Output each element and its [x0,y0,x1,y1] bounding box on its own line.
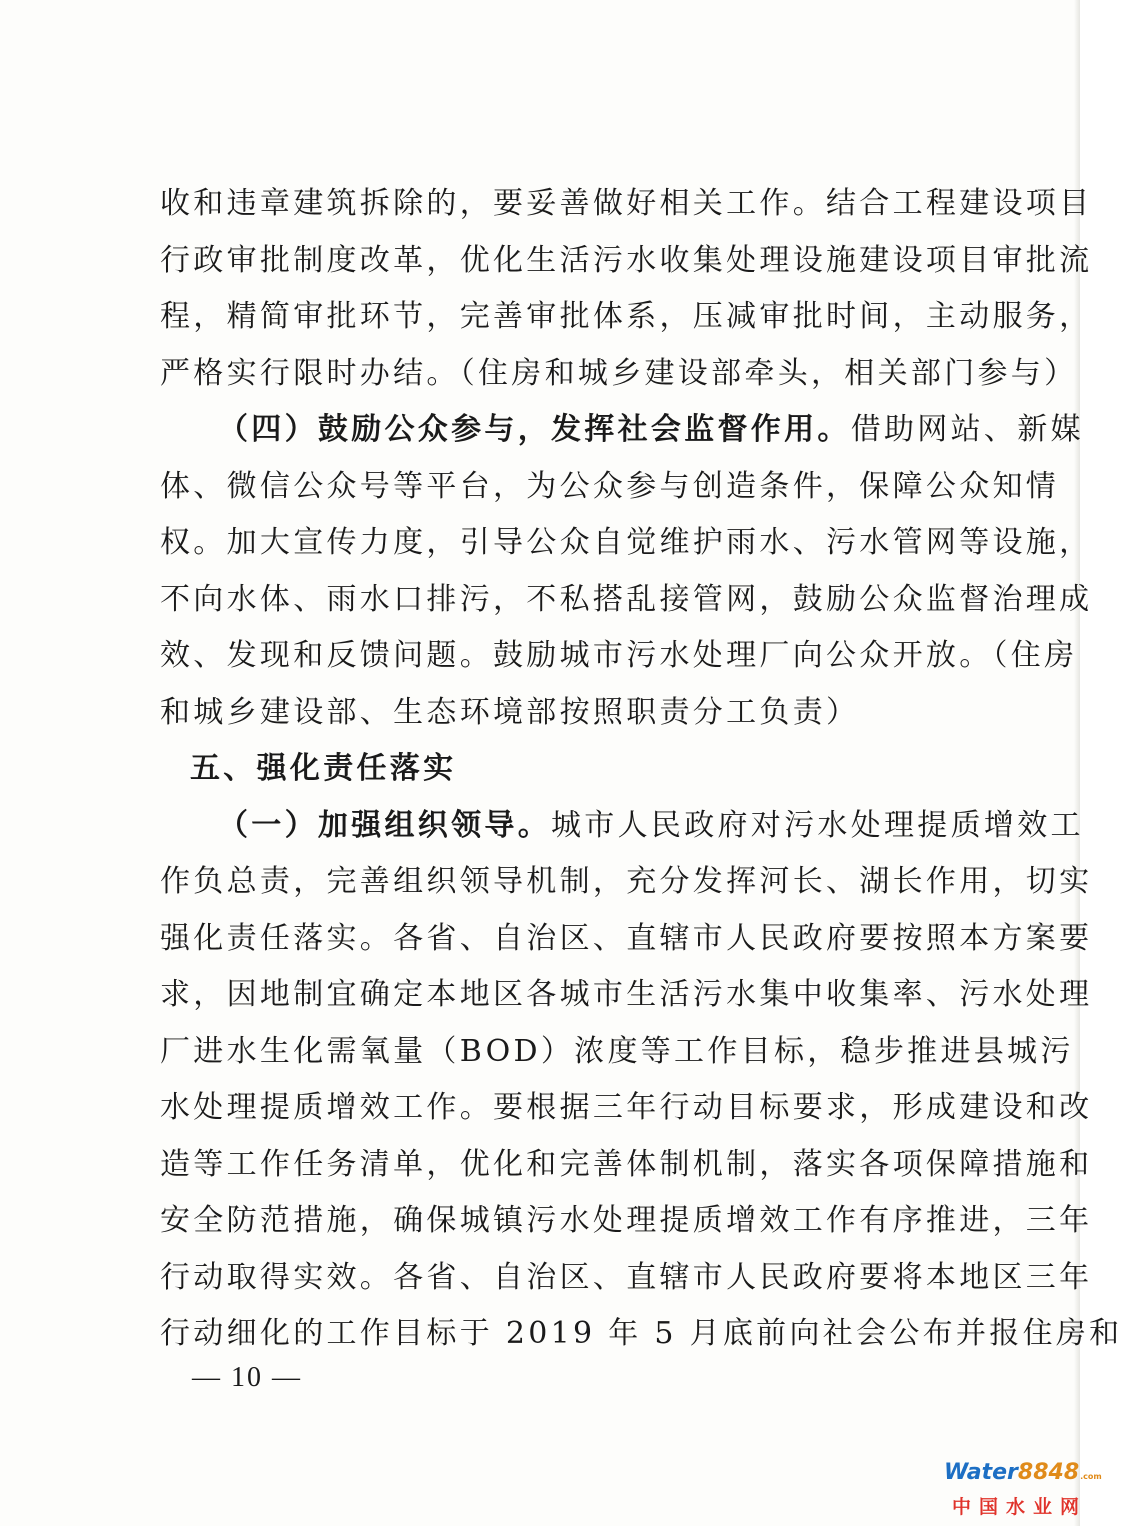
section-heading: 五、强化责任落实 [190,751,457,786]
site-watermark-logo [944,1460,1102,1520]
text-line: 厂进水生化需氧量（BOD）浓度等工作目标，稳步推进县城污 [160,1033,1074,1069]
document-body [160,176,1122,1363]
text-line: 行政审批制度改革，优化生活污水收集处理设施建设项目审批流 [160,242,1093,278]
text-line: 求，因地制宜确定本地区各城市生活污水集中收集率、污水处理 [160,977,1093,1012]
text-line: 不向水体、雨水口排污，不私搭乱接管网，鼓励公众监督治理成 [160,581,1093,617]
text-line: 体、微信公众号等平台，为公众参与创造条件，保障公众知情 [160,468,1060,504]
page-number: — 10 — [192,1362,302,1393]
scan-edge-shadow [1074,0,1080,1526]
watermark-brand-word: Water [944,1460,1018,1485]
paragraph-lead: （一）加强组织领导。 [218,807,551,843]
text-line: 程，精简审批环节，完善审批体系，压减审批时间，主动服务， [160,299,1093,334]
text-line: 强化责任落实。各省、自治区、直辖市人民政府要按照本方案要 [160,920,1093,956]
text-line: 水处理提质增效工作。要根据三年行动目标要求，形成建设和改 [160,1090,1093,1125]
text-line: 权。加大宣传力度，引导公众自觉维护雨水、污水管网等设施， [160,525,1093,560]
text-line: 作负总责，完善组织领导机制，充分发挥河长、湖长作用，切实 [160,864,1093,899]
text-line: 行动细化的工作目标于 2019 年 5 月底前向社会公布并报住房和 [160,1316,1122,1351]
text-line: 收和违章建筑拆除的，要妥善做好相关工作。结合工程建设项目 [160,186,1093,221]
text-line: 造等工作任务清单，优化和完善体制机制，落实各项保障措施和 [160,1146,1093,1182]
paragraph-start-line: （一）加强组织领导。城市人民政府对污水处理提质增效工 [218,807,1084,843]
paragraph-lead: （四）鼓励公众参与，发挥社会监督作用。 [218,412,851,447]
watermark-brand [944,1460,1102,1485]
watermark-brand-number: 8848 [1017,1460,1080,1485]
paragraph-start-line: （四）鼓励公众参与，发挥社会监督作用。借助网站、新媒 [218,412,1084,447]
text-line: 严格实行限时办结。（住房和城乡建设部牵头，相关部门参与） [160,355,1078,391]
text-line: 和城乡建设部、生态环境部按照职责分工负责） [160,694,860,730]
text-line: 安全防范措施，确保城镇污水处理提质增效工作有序推进，三年 [160,1203,1093,1238]
watermark-brand-cn: 中国水业网 [952,1496,1088,1518]
watermark-brand-suffix: .com [1080,1472,1102,1481]
text-line: 效、发现和反馈问题。鼓励城市污水处理厂向公众开放。（住房 [160,638,1078,673]
text-line: 行动取得实效。各省、自治区、直辖市人民政府要将本地区三年 [160,1259,1093,1295]
